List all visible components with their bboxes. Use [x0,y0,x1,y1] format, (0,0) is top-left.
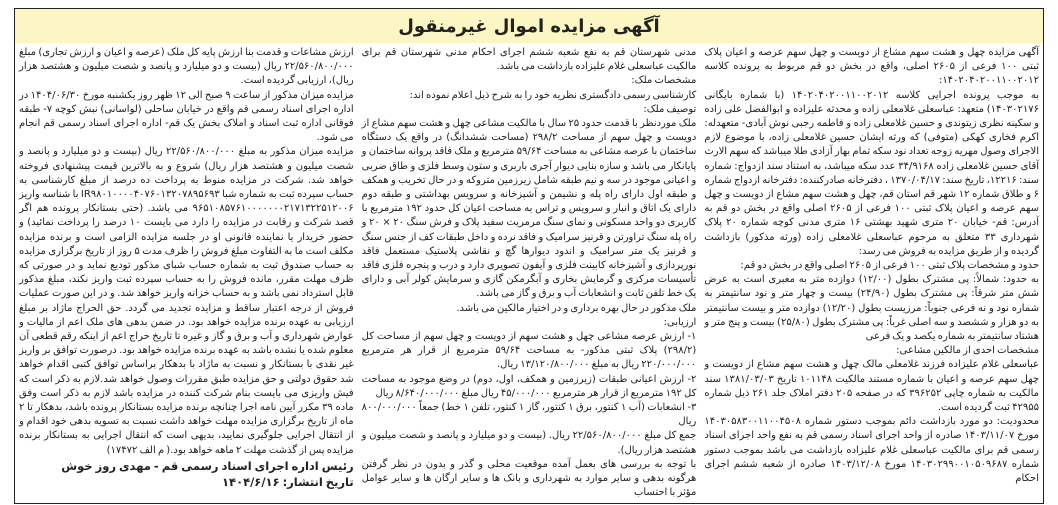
paragraph: ارزیابی: [663,316,697,328]
paragraph: ملک مذکور در حال بهره برداری و در اختیار مالکین می باشد. [456,302,697,314]
publish-date: تاریخ انتشار: ۱۴۰۴/۶/۱۶ [222,474,354,489]
paragraph: کارشناسی رسمی دادگستری نظریه خود را به شرح ذیل اعلام نموده اند: [409,89,697,101]
paragraph: عباسعلی غلام علیزاده فرزند غلامعلی مالک چهل و هشت سهم مشاع از دویست و چهل سهم عرصه و اعیان با شماره مستند مالکیت ۱۰۱۱۴۸ تاریخ ۱۳۸۱/۰۳/۰۳ سند مالکیت به شماره چاپی ۳۹۶۲۵۲ که در صفحه ۲۰۵ دفتر املاک جلد ۲۶۱ ذیل شماره ۴۲۹۵۵ ثبت گردیده است. [704,359,1039,414]
paragraph: جمع کل مبلغ ۲۲/۵۶۰/۸۰۰/۰۰۰ ریال. (بیست و دو میلیارد و پانصد و شصت میلیون و هشتصد هزار ریال). [361,430,697,456]
notice-columns [15,43,1043,503]
paragraph: مزایده میزان مذکور از ساعت ۹ صبح الی ۱۲ ظهر روز یکشنبه مورخ ۱۴۰۴/۰۶/۳۰ در اداره اجرای اسناد رسمی قم واقع در خیابان ساحلی (لواسانی) نبش کوچه ۷- طبقه فوقانی اداره ثبت اسناد و املاک بخش یک قم- اداره اجرای اسناد رسمی قم انجام می شود. [18,89,354,144]
paragraph: محدودیت: دو مورد بازداشت دائم بموجب دستور شماره ۱۴۰۳۰۵۸۳۰۰۱۱۰۰۴۵۰۸ مورخ ۱۴۰۳/۱۱/۰۷ صادره از واحد اجرای اسناد رسمی قم به نفع واحد اجرای اسناد رسمی قم برای مالکیت عباسعلی غلام علیزاده بازداشت می باشد بموجب دستور شماره ۱۴۰۳۰۲۹۹۰۰۱۰۵۰۹۶۸۷ مورخ ۱۴۰۳/۱۲/۰۸ صادره از شعبه ششم اجرای احکام [704,416,1039,485]
paragraph: ملک موردنظر با قدمت حدود ۲۵ سال با مالکیت مشاعی چهل و هشت سهم مشاع از دویست و چهل سهم از مساحت ۲۹۸/۲ (مساحت ششدانگ) در واقع یک دستگاه ساختمان با عرصه مشاعی به مساحت ۵۹/۶۴ مترمربع و ملک فاقد پروانه ساختمان و پایانکار می باشد و سازه بنایی دیوار آجری باربری و ستون وسط فلزی و طاق ضربی و اعیانی موجود در سه و نیم طبقه شامل زیرزمین متروکه و در حال تخریب و همکف و طبقه اول دارای راه پله و نشیمن و آشپزخانه و سرویس بهداشتی و طبقه دوم دارای یک اتاق و انبار و سرویس و تراس به مساحت اعیان کل حدود ۱۹۲ مترمربع با کاربری دو واحد مسکونی و نمای سنگ مرمریت سفید پلاک و فرش سنگ ۲۰ × ۲۰ و راه پله سنگ تراورتن و قرنیز سرامیک و فاقد نرده و داخل طبقات کف از جنس سنگ و قرنیز یک متر سرامیک و اندود دیوارها گچ و نقاشی پلاستیک مستعمل فاقد نورپردازی و آشپزخانه کابینت فلزی و آیفون تصویری دارد و درب و پنجره فلزی فاقد تأسیسات مرکزی و گرمایش بخاری و آبگرمکن گازی و سرمایش کولر آبی و دارای یک خط تلفن ثابت و انشعابات آب و برق و گاز می باشد. [361,118,697,300]
column-left [19,46,354,501]
paragraph: ۲- ارزش اعیانی طبقات (زیرزمین و همکف، اول، دوم) در وضع موجود به مساحت کل ۱۹۲ مترمربع از قرار هر مترمربع ۴۵/۰۰۰/۰۰۰ ریال مبلغ ۸/۶۴۰/۰۰۰/۰۰۰ ریال [361,373,697,399]
column-right [704,46,1039,501]
notice-header [15,9,1043,43]
column-middle [362,46,697,501]
paragraph: توصیف ملک: [643,103,697,115]
paragraph: ۱- ارزش عرصه مشاعی چهل و هشت سهم از دویست و چهل سهم از مساحت کل (۲۹۸/۲) پلاک ثبتی مذکور- به مساحت ۵۹/۶۴ مترمربع از قرار هر مترمربع ۲۲۰/۰۰۰/۰۰۰ ریال به مبلغ ۱۳/۱۲۰/۸۰۰/۰۰۰ ریال. [361,331,697,371]
paragraph: ۳- انشعابات (آب ۱ کنتور، برق ۱ کنتور، گاز ۱ کنتور، تلفن ۱ خط) جمعاً ۸۰۰/۰۰۰/۰۰۰ ریال [361,402,697,428]
notice-title: آگهی مزایده اموال غیرمنقول [398,15,660,37]
paragraph: ارزش مشاعات و قدمت بنا ارزش پایه کل ملک (عرصه و اعیان و ارزش تجاری) مبلغ ۲۲/۵۶۰/۸۰۰/۰۰۰ ریال (بیست و دو میلیارد و پانصد و شصت میلیون و هشتصد هزار ریال)، ارزیابی گردیده است. [18,47,354,87]
paragraph: با توجه به بررسی های بعمل آمده موقعیت محلی و گذر و بدون در نظر گرفتن هرگونه بدهی و سایر موارد به شهرداری و بانک ها و سایر ارگان ها و سایر عوامل مؤثر با احتساب [361,458,697,499]
paragraph: به حدود: شمالاً: پی مشترک بطول (۱۲/۰۰) دوازده متر به معبری است به عرض شش متر شرقاً: پی مشترک بطول (۲۴/۹۰) بیست و چهار متر و نود سانتیمتر به شماره نود و نه فرعی جنوباً: مرزیست بطول (۱۲/۲۰) دوازده متر و بیست سانتیمتر به دو هزار و ششصد و سه اصلی غرباً: پی مشترک بطول (۲۵/۸۰) بیست و پنج متر و هشتاد سانتیمتر به شماره یکصد و یک فرعی [704,274,1040,343]
paragraph: مزایده میزان مذکور به مبلغ ۲۲/۵۶۰/۸۰۰/۰۰۰ ریال (بیست و دو میلیارد و پانصد و شصت میلیون و هشتصد هزار ریال) شروع و به بالاترین قیمت پیشنهادی فروخته خواهد شد. شرکت در مزایده منوط به پرداخت ده درصد از مبلغ کارشناسی به حساب سپرده ثبت به شماره شبا IR۹۸۰۱۰۰۰۰۴۰۷۶۰۱۳۲۰۷۸۹۵۶۹۳ با شناسه واریز ۹۶۵۱۰۸۵۷۶۱۰۰۰۰۰۰۰۲۱۷۱۳۲۲۵۱۲۰۰۶ می باشد. (حتی بستانکار پرونده هم اگر قصد شرکت و رقابت در مزایده را دارد می بایست ۱۰ درصد را پرداخت نمائید) و حضور خریدار یا نماینده قانونی او در جلسه مزایده الزامی است و برنده مزایده مکلف است ما به التفاوت مبلغ فروش را ظرف مدت ۵ روز از تاریخ برگزاری مزایده به حساب صندوق ثبت به شماره حساب شبای مذکور تودیع نماید و در صورتی که ظرف مهلت مقرر، مانده فروش را به حساب سپرده ثبت واریز نکند، مبلغ مذکور قابل استرداد نمی باشد و به حساب خزانه واریز خواهد شد. و در این صورت عملیات فروش از درجه اعتبار ساقط و مزایده تجدید می گردد. حق الحراج ماژاد بر مبلغ ارزیابی به عهده برنده مزایده خواهد بود. در ضمن بدهی های ملک اعم از مالیات و عوارض شهرداری و آب و برق و گاز و غیره تا تاریخ حراج اعم از اینکه رقم قطعی آن معلوم شده یا نشده باشد به عهده برنده مزایده خواهد بود. درصورت توافق بر واریز غیر نقدی با بستانکار و نسبت به ماژاد با بدهکار براساس توافق کتبی اقدام خواهد شد حقوق دولتی و حق مزایده طبق مقررات وصول خواهد شد.لازم به ذکر است که فیش واریزی می بایست بنام شرکت کننده در مزایده باشد لازم به ذکر است وفق ماده ۳۹ مکرر آیین نامه اجرا چنانچه برنده مزایده بستانکار پرونده باشد، بدهکار تا ۲ ماه از تاریخ برگزاری مزایده مهلت خواهد داشت نسبت به تسویه بدهی خود اقدام و از انتقال اجرایی جلوگیری نمایید، بدیهی است که انتقال اجرایی به بستانکار برنده مزایده پس از گذشت مهلت ۲ ماهه خواهد بود.( م الف ۱۷۴۷۲) [18,146,354,456]
paragraph: به موجب پرونده اجرایی کلاسه ۱۴۰۲۰۴۰۲۰۰۱۱۰۰۲۰۱۲ (با شماره بایگانی ۱۴۰۳۰۲۱۷۶) متعهد: عباسعلی غلامعلی زاده و محدثه علیزاده و ابوالفضل علی زاده و سکینه نظری زیتوندی و حسین غلامعلی زاده و فاطمه رجبی نوش آبادی- متعهدله: اکرم فخاری کهکی (متوفی) که ورثه ایشان حسین غلامعلی زاده، با موضوع لازم الاجرای وصول مهریه زوجه تعداد نود سکه تمام بهار آزادی طلا میباشد که سهم الارث آقای حسین غلامعلی زاده ۳۴/۹۱۶۸ عدد سکه میباشد، به استناد سند ازدواج: شماره سند: ۱۲۲۱۶، تاریخ سند: ۱۳۷۰/۰۴/۱۷ ، دفترخانه صادرکننده: دفترخانه ازدواج شماره ۶ و طلاق شماره ۱۲ شهر قم استان قم، چهل و هشت سهم مشاع از دویست و چهل سهم عرصه و اعیان پلاک ثبتی ۱۰۰ فرعی از ۲۶۰۵ اصلی واقع در بخش دو قم به آدرس: قم- خیابان ۲۰ متری شهید بهشتی ۱۶ متری مدنی کوچه شماره ۲۰ پلاک شهرداری ۳۳ متعلق به مرحوم عباسعلی غلامعلی زاده (ورثه مذکور) بازداشت گردیده و از طریق مزایده به فروش می رسد: [704,89,1039,257]
paragraph: حدود و مشخصات پلاک ثبتی ۱۰۰ فرعی از ۲۶۰۵ اصلی واقع در بخش دو قم: [740,260,1039,272]
paragraph: مدنی شهرستان قم به نفع شعبه ششم اجرای احکام مدنی شهرستان قم برای مالکیت عباسعلی غلام علیزاده بازداشت می باشد. [361,47,697,73]
paragraph: مشخصات احدی از مالکین مشاعی: [896,345,1039,357]
signature: رئیس اداره اجرای اسناد رسمی قم - مهدی روز خوش [61,458,354,473]
paragraph: آگهی مزایده چهل و هشت سهم مشاع از دویست و چهل سهم عرصه و اعیان پلاک ثبتی ۱۰۰ فرعی از ۲۶۰۵ اصلی، واقع در بخش دو قم مربوط به پرونده کلاسه ۱۴۰۲۰۴۰۲۰۰۱۱۰۰۲۰۱۲: [704,47,1039,87]
paragraph: مشخصات ملک: [631,75,697,87]
notice-frame [14,8,1044,504]
